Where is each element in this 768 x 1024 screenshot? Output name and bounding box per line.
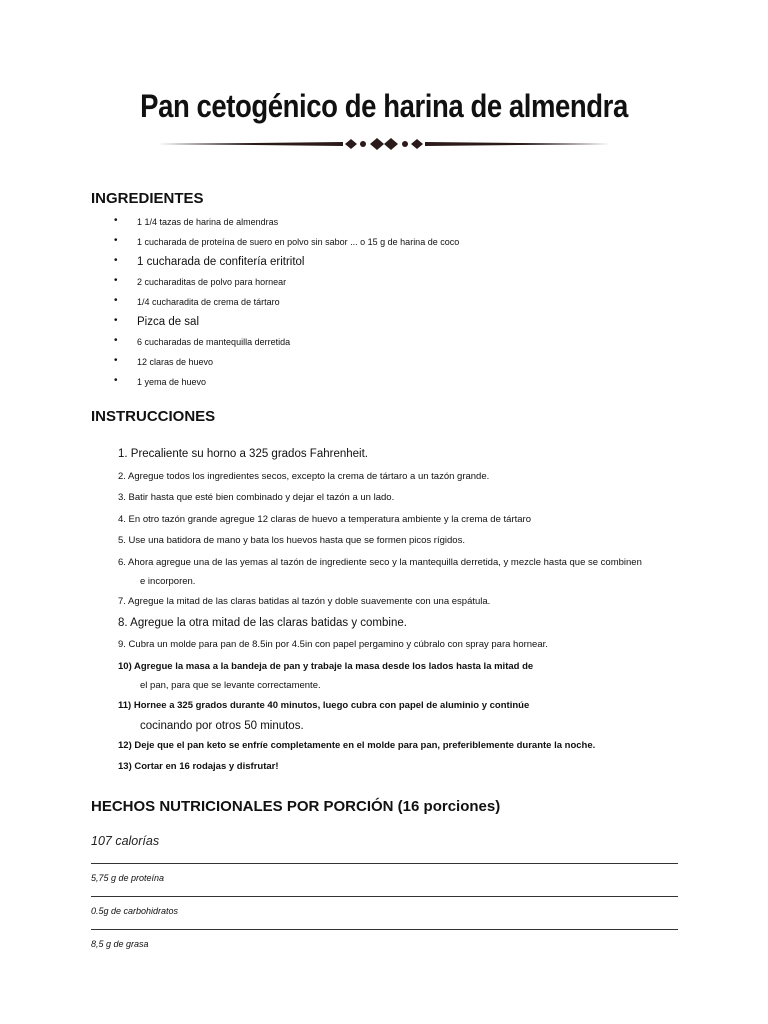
bullet-icon: •: [114, 275, 118, 286]
instruction-step: 8. Agregue la otra mitad de las claras batidas y combine.: [118, 616, 407, 629]
nutrition-calories: 107 calorías: [91, 834, 160, 848]
list-item: • 1/4 cucharadita de crema de tártaro: [108, 292, 459, 312]
instruction-step: 4. En otro tazón grande agregue 12 claras de huevo a temperatura ambiente y la crema de tártaro: [118, 513, 531, 525]
bullet-icon: •: [114, 235, 118, 246]
bullet-icon: •: [114, 255, 118, 266]
instruction-step: 6. Ahora agregue una de las yemas al tazón de ingrediente seco y la mantequilla derretida, y mezcle hasta que se combinen e incorporen.: [118, 556, 642, 587]
instruction-step: 3. Batir hasta que esté bien combinado y dejar el tazón a un lado.: [118, 492, 395, 503]
instruction-step: 13) Cortar en 16 rodajas y disfrutar!: [118, 761, 279, 772]
instructions-list: [118, 444, 698, 778]
list-item: • Pizca de sal: [108, 312, 459, 332]
list-item: • 1 1/4 tazas de harina de almendras: [108, 212, 459, 232]
instruction-step: 12) Deje que el pan keto se enfríe completamente en el molde para pan, preferiblemente durante la noche.: [118, 739, 596, 751]
list-item: • 12 claras de huevo: [108, 352, 459, 372]
bullet-icon: •: [114, 215, 118, 226]
instruction-step: 5. Use una batidora de mano y bata los huevos hasta que se formen picos rígidos.: [118, 535, 465, 546]
instruction-step: 2. Agregue todos los ingredientes secos, excepto la crema de tártaro a un tazón grande.: [118, 470, 490, 482]
bullet-icon: •: [114, 295, 118, 306]
ingredients-heading: INGREDIENTES: [91, 190, 204, 207]
instruction-step: 10) Agregue la masa a la bandeja de pan y trabaje la masa desde los lados hasta la mitad de el pan, para que se levante correctamente.: [118, 660, 534, 691]
list-item: • 1 cucharada de proteína de suero en polvo sin sabor ... o 15 g de harina de coco: [108, 232, 459, 252]
instruction-step: 9. Cubra un molde para pan de 8.5in por 4.5in con papel pergamino y cúbralo con spray para hornear.: [118, 639, 548, 650]
list-item: • 1 cucharada de confitería eritritol: [108, 252, 459, 272]
list-item: • 2 cucharaditas de polvo para hornear: [108, 272, 459, 292]
instructions-heading: INSTRUCCIONES: [91, 408, 216, 425]
bullet-icon: •: [114, 355, 118, 366]
ornamental-divider: [158, 136, 610, 152]
ingredients-list: [108, 212, 459, 392]
list-item: • 6 cucharadas de mantequilla derretida: [108, 332, 459, 352]
list-item: • 1 yema de huevo: [108, 372, 459, 392]
bullet-icon: •: [114, 335, 118, 346]
page-title: Pan cetogénico de harina de almendra: [140, 88, 628, 124]
nutrition-row: 8,5 g de grasa: [91, 929, 678, 963]
instruction-step: 11) Hornee a 325 grados durante 40 minutos, luego cubra con papel de aluminio y continúe cocinando por otros 50 minutos.: [118, 700, 530, 732]
bullet-icon: •: [114, 375, 118, 386]
instruction-step: 1. Precaliente su horno a 325 grados Fahrenheit.: [118, 448, 368, 460]
instruction-step: 7. Agregue la mitad de las claras batidas al tazón y doble suavemente con una espátula.: [118, 596, 491, 607]
bullet-icon: •: [114, 315, 118, 326]
nutrition-row: 5,75 g de proteína: [91, 863, 678, 897]
nutrition-row: 0.5g de carbohidratos: [91, 896, 678, 930]
nutrition-heading: HECHOS NUTRICIONALES POR PORCIÓN (16 porciones): [91, 798, 501, 815]
